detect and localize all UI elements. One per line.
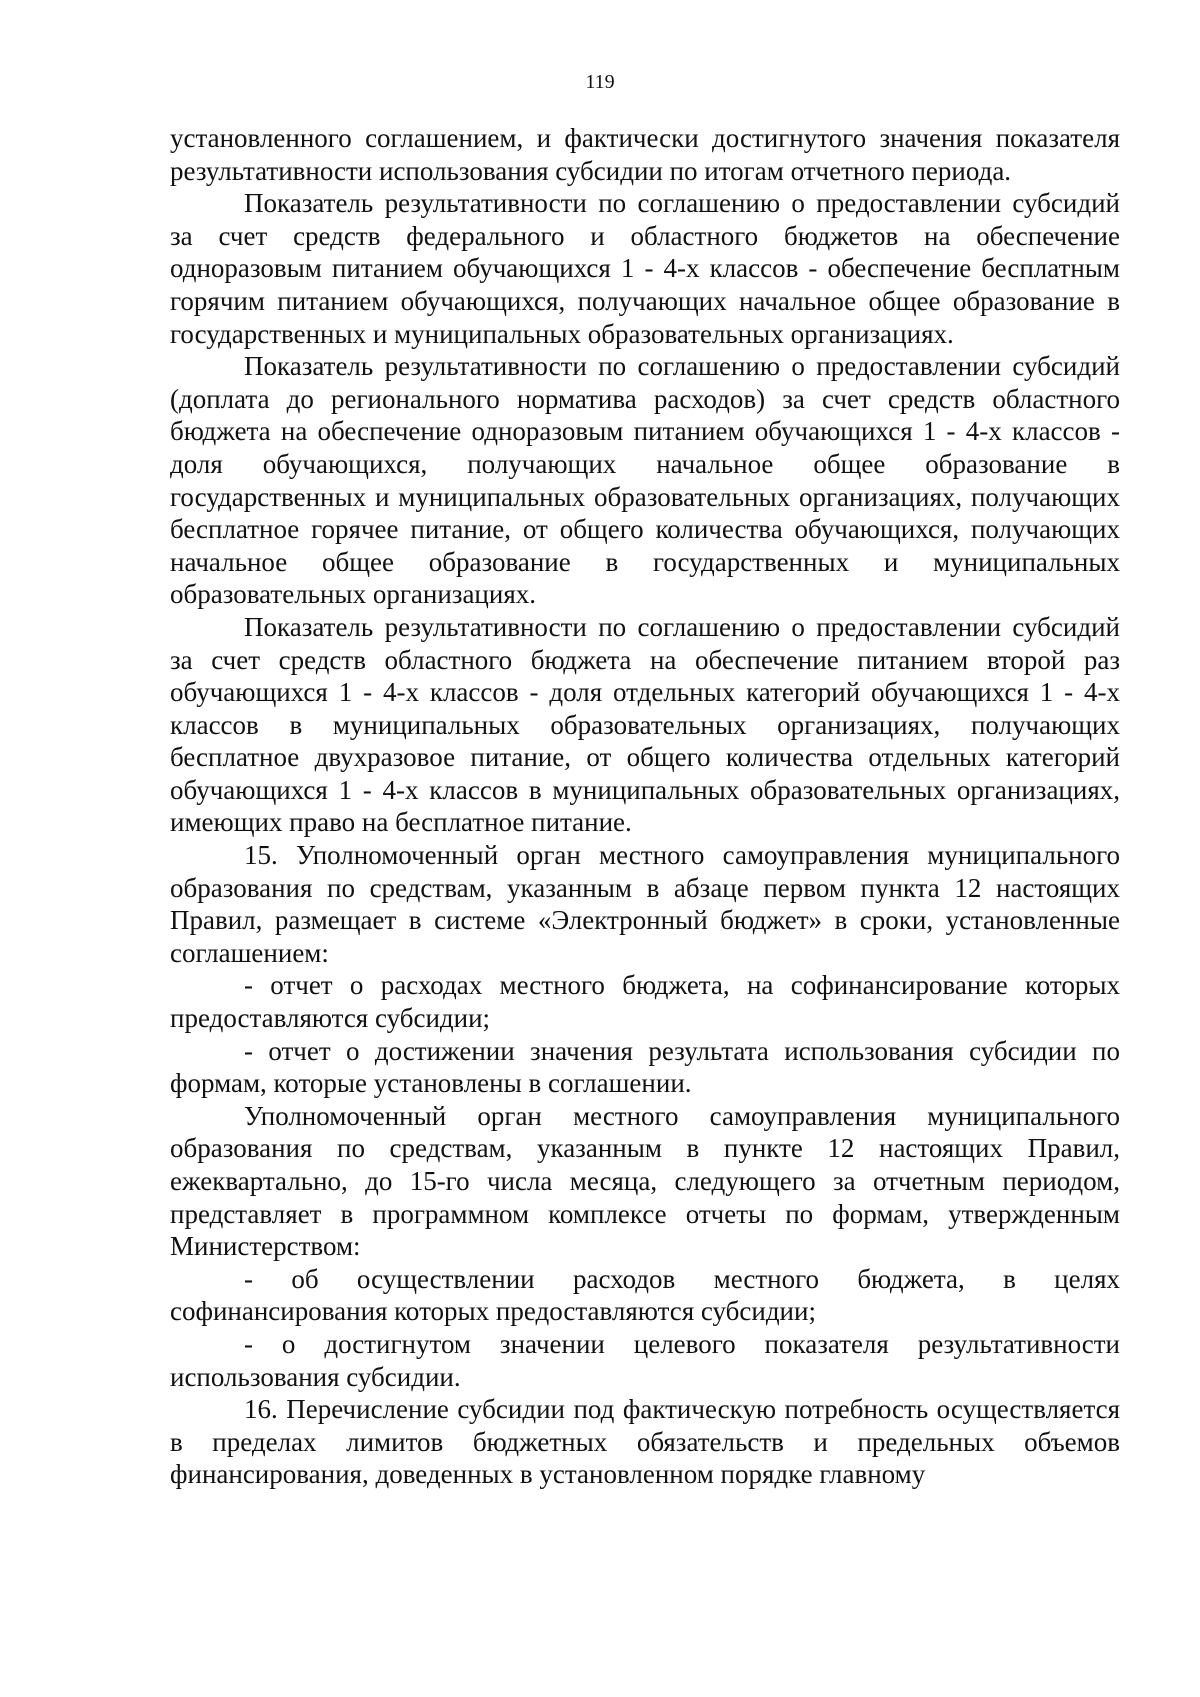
page-number: 119	[585, 71, 615, 93]
document-body	[170, 122, 1120, 1491]
paragraph-8: Уполномоченный орган местного самоуправления муниципального образования по средствам, указанным в пункте 12 настоящих Правил, ежеквартально, до 15-го числа месяца, следующего за отчетным периодом, представляет в программном комплексе отчеты по формам, утвержденным Министерством:	[170, 1100, 1120, 1262]
paragraph-5: 15. Уполномоченный орган местного самоуправления муниципального образования по средствам, указанным в абзаце первом пункта 12 настоящих Правил, размещает в системе «Электронный бюджет» в сроки, установленные соглашением:	[170, 840, 1120, 968]
paragraph-10: - о достигнутом значении целевого показателя результативности использования субсидии.	[170, 1328, 1120, 1392]
paragraph-2: Показатель результативности по соглашению о предоставлении субсидий за счет средств федерального и областного бюджетов на обеспечение одноразовым питанием обучающихся 1 - 4-х классов - обеспечение бесплатным горячим питанием обучающихся, получающих начальное общее образование в государственных и муниципальных образовательных организациях.	[170, 188, 1120, 349]
paragraph-11: 16. Перечисление субсидии под фактическую потребность осуществляется в пределах лимитов бюджетных обязательств и предельных объемов финансирования, доведенных в установленном порядке главному	[170, 1394, 1120, 1490]
paragraph-3: Показатель результативности по соглашению о предоставлении субсидий (доплата до регионального норматива расходов) за счет средств областного бюджета на обеспечение одноразовым питанием обучающихся 1 - 4-х классов - доля обучающихся, получающих начальное общее образование в государственных и муниципальных образовательных организациях, получающих бесплатное горячее питание, от общего количества обучающихся, получающих начальное общее образование в государственных и муниципальных образовательных организациях.	[170, 351, 1120, 610]
paragraph-1: установленного соглашением, и фактически достигнутого значения показателя результативности использования субсидии по итогам отчетного периода.	[170, 123, 1120, 186]
paragraph-6: - отчет о расходах местного бюджета, на софинансирование которых предоставляются субсидии;	[170, 970, 1120, 1034]
paragraph-4: Показатель результативности по соглашению о предоставлении субсидий за счет средств областного бюджета на обеспечение питанием второй раз обучающихся 1 - 4-х классов - доля отдельных категорий обучающихся 1 - 4-х классов в муниципальных образовательных организациях, получающих бесплатное двухразовое питание, от общего количества отдельных категорий обучающихся 1 - 4-х классов в муниципальных образовательных организациях, имеющих право на бесплатное питание.	[170, 611, 1120, 838]
paragraph-7: - отчет о достижении значения результата использования субсидии по формам, которые установлены в соглашении.	[170, 1035, 1120, 1099]
paragraph-9: - об осуществлении расходов местного бюджета, в целях софинансирования которых предоставляются субсидии;	[170, 1263, 1120, 1327]
